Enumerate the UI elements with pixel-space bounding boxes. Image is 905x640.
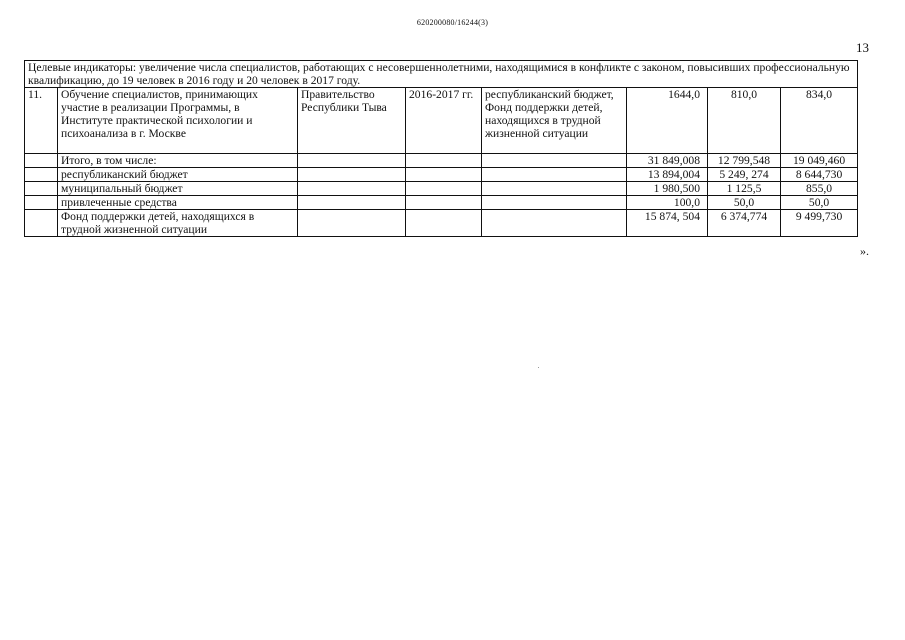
summary-2017: 19 049,460 xyxy=(781,154,858,168)
summary-total: 15 874, 504 xyxy=(627,210,708,237)
summary-label: муниципальный бюджет xyxy=(58,182,298,196)
indicators-text: Целевые индикаторы: увеличение числа специалистов, работающих с несовершеннолетними, находящимися в конфликте с законом, повысивших профессиональную квалификацию, до 19 человек в 2016 году и 20 человек в 2017 году. xyxy=(25,61,858,88)
summary-total: 13 894,004 xyxy=(627,168,708,182)
total-value: 1644,0 xyxy=(627,88,708,154)
value-2016: 810,0 xyxy=(708,88,781,154)
summary-2016: 12 799,548 xyxy=(708,154,781,168)
summary-2016: 6 374,774 xyxy=(708,210,781,237)
summary-2017: 50,0 xyxy=(781,196,858,210)
activity-name: Обучение специалистов, принимающих участие в реализации Программы, в Институте практической психологии и психоанализа в г. Москве xyxy=(58,88,298,154)
summary-label: республиканский бюджет xyxy=(58,168,298,182)
summary-label: Итого, в том числе: xyxy=(58,154,298,168)
table-row-11 xyxy=(25,88,858,154)
summary-total: 31 849,008 xyxy=(627,154,708,168)
summary-2016: 50,0 xyxy=(708,196,781,210)
summary-2016: 1 125,5 xyxy=(708,182,781,196)
summary-label: привлеченные средства xyxy=(58,196,298,210)
summary-row-republic xyxy=(25,168,858,182)
row-number: 11. xyxy=(25,88,58,154)
summary-2016: 5 249, 274 xyxy=(708,168,781,182)
executor: Правительство Республики Тыва xyxy=(298,88,406,154)
scan-speck xyxy=(538,367,539,368)
funding-source: республиканский бюджет, Фонд поддержки детей, находящихся в трудной жизненной ситуации xyxy=(482,88,627,154)
summary-2017: 9 499,730 xyxy=(781,210,858,237)
closing-quote: ». xyxy=(860,244,869,258)
indicators-row xyxy=(25,61,858,88)
document-code: 620200080/16244(3) xyxy=(416,18,489,27)
summary-row-fund xyxy=(25,210,858,237)
summary-label: Фонд поддержки детей, находящихся в трудной жизненной ситуации xyxy=(58,210,298,237)
summary-2017: 855,0 xyxy=(781,182,858,196)
summary-total: 100,0 xyxy=(627,196,708,210)
period: 2016-2017 гг. xyxy=(406,88,482,154)
summary-total: 1 980,500 xyxy=(627,182,708,196)
summary-row-municipal xyxy=(25,182,858,196)
program-table xyxy=(24,60,858,237)
page-number: 13 xyxy=(856,40,869,55)
summary-row-total xyxy=(25,154,858,168)
summary-2017: 8 644,730 xyxy=(781,168,858,182)
value-2017: 834,0 xyxy=(781,88,858,154)
summary-row-attracted xyxy=(25,196,858,210)
